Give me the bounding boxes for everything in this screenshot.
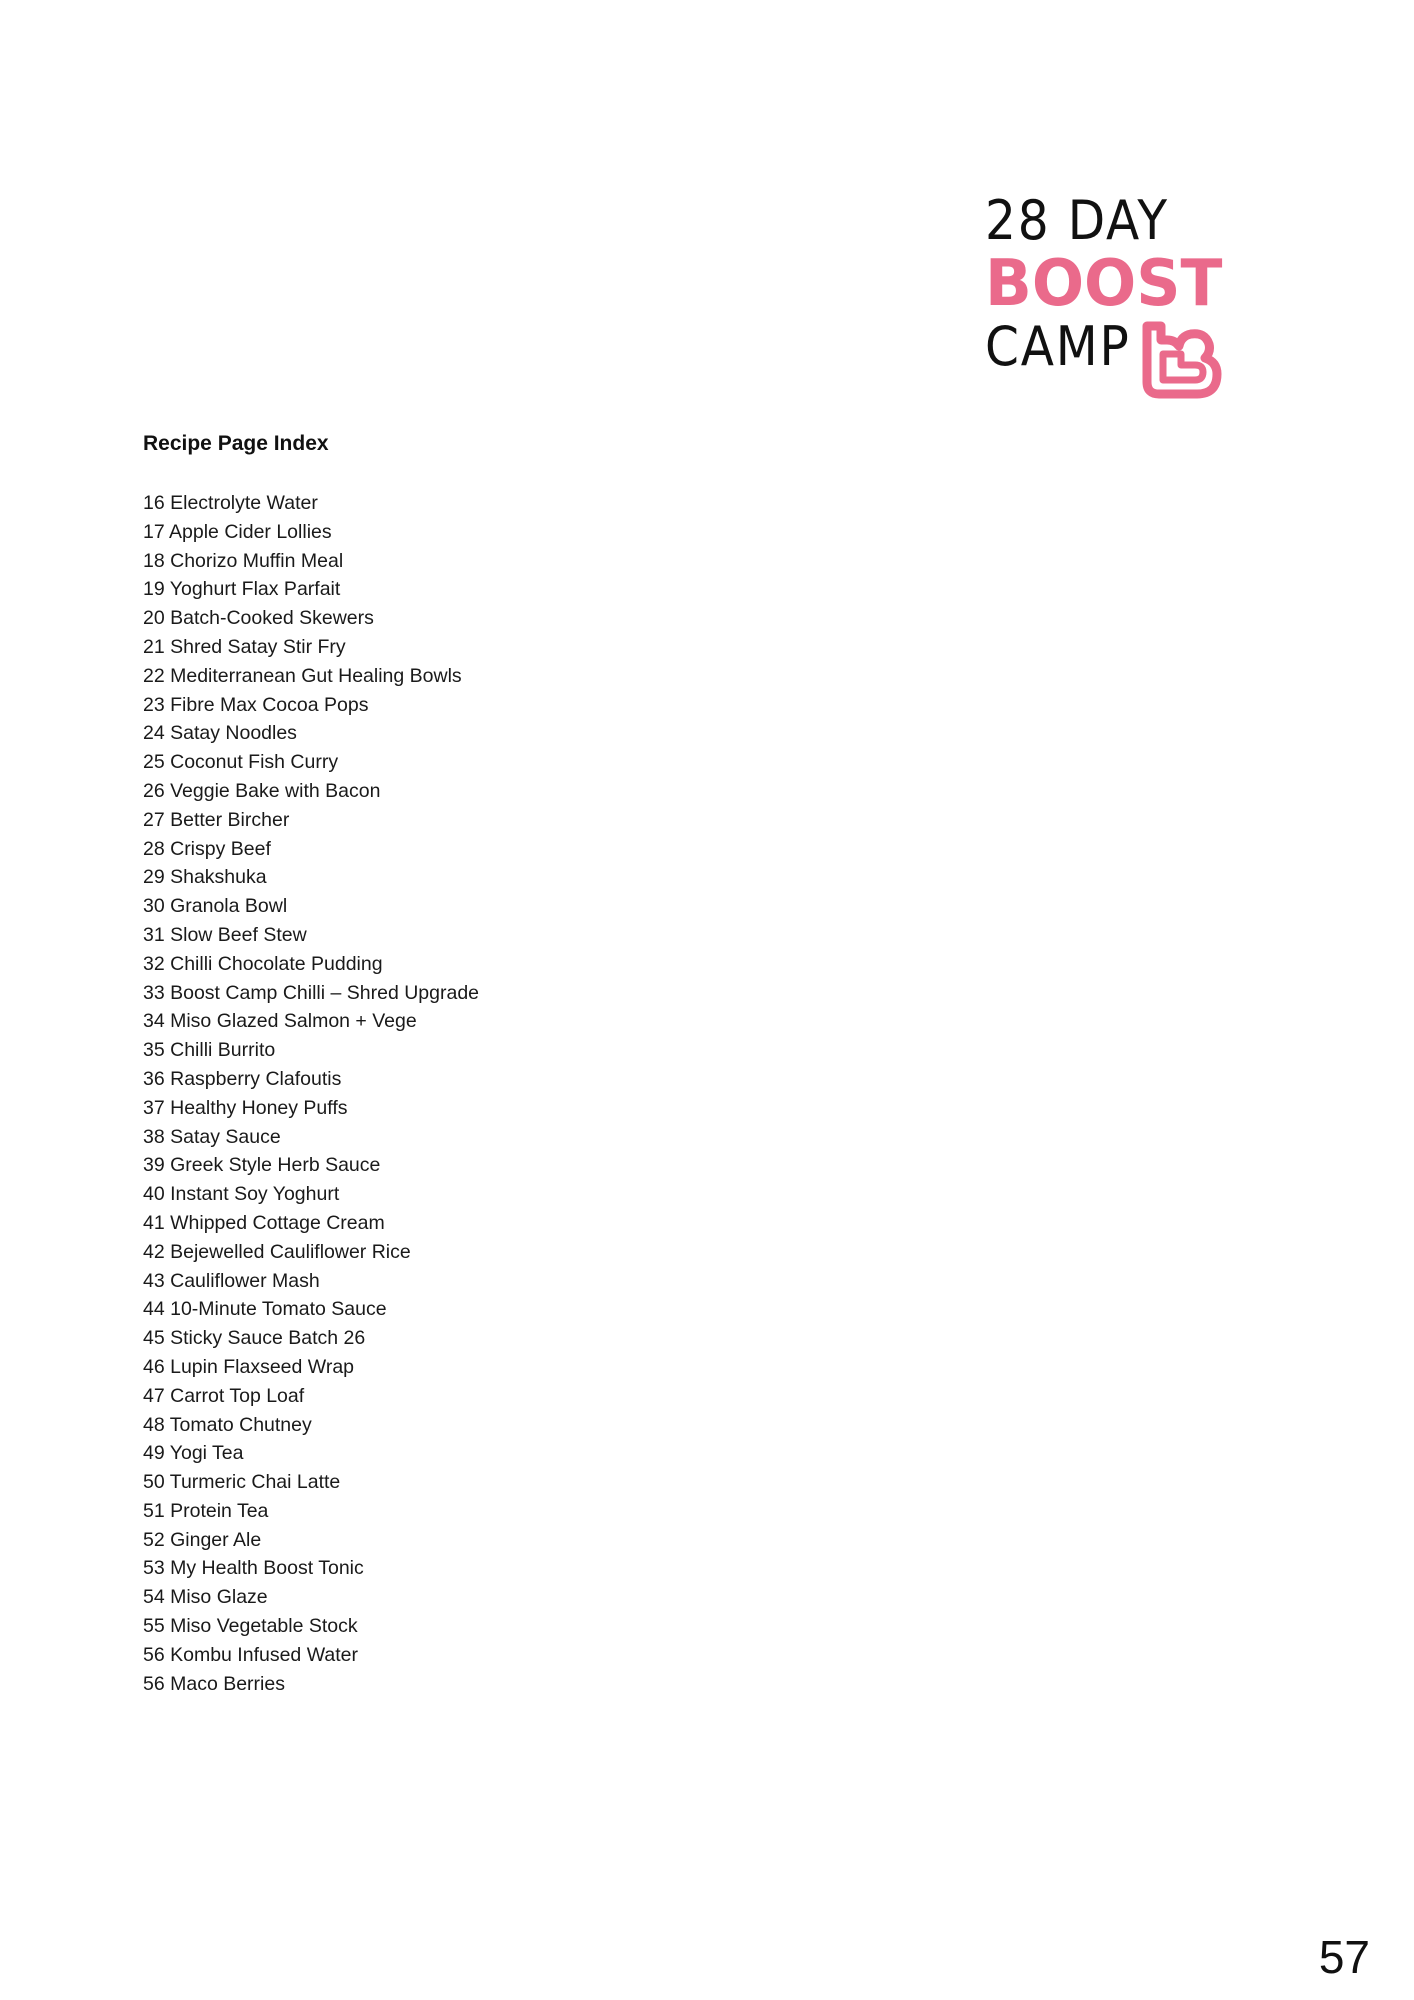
list-item: 31 Slow Beef Stew (143, 923, 307, 946)
list-item: 38 Satay Sauce (143, 1125, 281, 1148)
logo-line-28-day: 28 DAY (985, 189, 1169, 252)
heart-b-icon (1137, 318, 1225, 402)
list-item: 16 Electrolyte Water (143, 492, 318, 514)
list-item: 56 Kombu Infused Water (143, 1643, 358, 1666)
list-item: 45 Sticky Sauce Batch 26 (143, 1327, 366, 1350)
logo-line-boost: BOOST (985, 247, 1223, 321)
list-item: 26 Veggie Bake with Bacon (143, 779, 381, 802)
list-item: 32 Chilli Chocolate Pudding (143, 952, 383, 975)
list-item: 19 Yoghurt Flax Parfait (143, 578, 341, 601)
list-item: 25 Coconut Fish Curry (143, 751, 339, 774)
list-item: 37 Healthy Honey Puffs (143, 1096, 348, 1119)
list-item: 20 Batch-Cooked Skewers (143, 607, 374, 630)
list-item: 21 Shred Satay Stir Fry (143, 635, 346, 658)
list-item: 24 Satay Noodles (143, 722, 297, 745)
list-item: 42 Bejewelled Cauliflower Rice (143, 1240, 411, 1263)
list-item: 49 Yogi Tea (143, 1442, 244, 1465)
list-item: 35 Chilli Burrito (143, 1039, 276, 1062)
list-item: 43 Cauliflower Mash (143, 1269, 320, 1292)
list-item: 40 Instant Soy Yoghurt (143, 1183, 340, 1206)
list-item: 39 Greek Style Herb Sauce (143, 1154, 381, 1177)
list-item: 34 Miso Glazed Salmon + Vege (143, 1010, 417, 1033)
list-item: 30 Granola Bowl (143, 895, 288, 918)
list-item: 54 Miso Glaze (143, 1586, 268, 1609)
list-item: 22 Mediterranean Gut Healing Bowls (143, 664, 462, 687)
list-item: 47 Carrot Top Loaf (143, 1384, 305, 1407)
page-number: 57 (1318, 1931, 1370, 1983)
brand-logo (985, 189, 1235, 412)
list-item: 27 Better Bircher (143, 808, 290, 831)
list-item: 48 Tomato Chutney (143, 1413, 312, 1436)
index-title: Recipe Page Index (143, 432, 329, 455)
list-item: 46 Lupin Flaxseed Wrap (143, 1355, 355, 1378)
list-item: 44 10-Minute Tomato Sauce (143, 1298, 387, 1321)
recipe-index-list (143, 489, 479, 1698)
list-item: 50 Turmeric Chai Latte (143, 1471, 341, 1494)
list-item: 56 Maco Berries (143, 1672, 285, 1695)
list-item: 41 Whipped Cottage Cream (143, 1211, 385, 1234)
list-item: 17 Apple Cider Lollies (143, 520, 332, 543)
list-item: 52 Ginger Ale (143, 1528, 262, 1551)
list-item: 53 My Health Boost Tonic (143, 1557, 364, 1580)
list-item: 23 Fibre Max Cocoa Pops (143, 693, 369, 716)
list-item: 33 Boost Camp Chilli – Shred Upgrade (143, 981, 480, 1004)
list-item: 51 Protein Tea (143, 1499, 269, 1522)
list-item: 29 Shakshuka (143, 866, 267, 889)
list-item: 28 Crispy Beef (143, 837, 271, 860)
list-item: 18 Chorizo Muffin Meal (143, 549, 344, 572)
logo-line-camp: CAMP (985, 315, 1131, 378)
list-item: 55 Miso Vegetable Stock (143, 1615, 358, 1638)
list-item: 36 Raspberry Clafoutis (143, 1067, 342, 1090)
